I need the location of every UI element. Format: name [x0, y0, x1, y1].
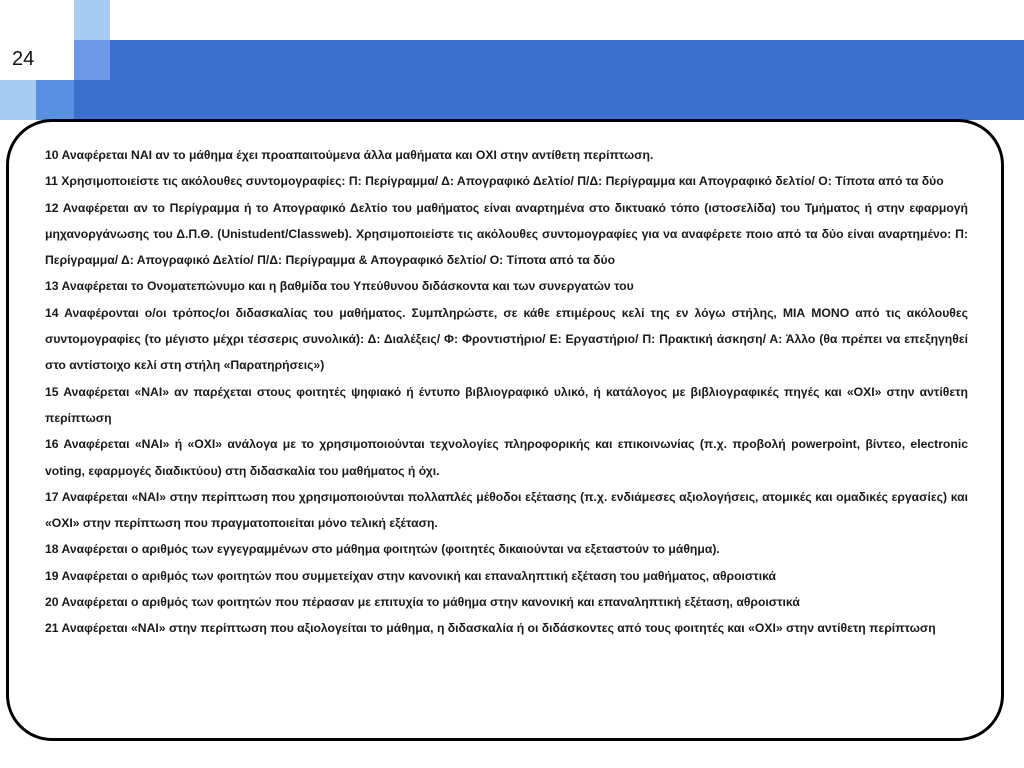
note-13: 13 Αναφέρεται το Ονοματεπώνυμο και η βαθμίδα του Υπεύθυνου διδάσκοντα και των συνεργατών του	[45, 279, 634, 294]
note-10: 10 Αναφέρεται ΝΑΙ αν το μάθημα έχει προαπαιτούμενα άλλα μαθήματα και ΟΧΙ στην αντίθετη περίπτωση.	[45, 148, 654, 162]
page-number: 24	[12, 48, 35, 70]
decor-square	[0, 80, 36, 120]
note-18: 18 Αναφέρεται ο αριθμός των εγγεγραμμένων στο μάθημα φοιτητών (φοιτητές δικαιούνται να εξεταστούν το μάθημα).	[45, 542, 720, 557]
note-14: 14 Αναφέρονται ο/οι τρόπος/οι διδασκαλίας του μαθήματος. Συμπληρώστε, σε κάθε επιμέρους κελί της εν λόγω στήλης, ΜΙΑ ΜΟΝΟ από τις ακόλουθες συντομογραφίες (το μέγιστο μέχρι τέσσερις συνολικά): Δ: Διαλέξεις/ Φ: Φροντιστήριο/ Ε: Εργαστήριο/ Π: Πρακτική άσκηση/ Α: Άλλο (θα πρέπει να επεξηγηθεί στο αντίστοιχο κελί στη στήλη «Παρατηρήσεις»)	[45, 305, 968, 373]
note-19: 19 Αναφέρεται ο αριθμός των φοιτητών που συμμετείχαν στην κανονική και επαναληπτική εξέταση του μαθήματος, αθροιστικά	[45, 568, 776, 583]
decor-square	[74, 0, 110, 40]
note-15: 15 Αναφέρεται «ΝΑΙ» αν παρέχεται στους φοιτητές ψηφιακό ή έντυπο βιβλιογραφικό υλικό, ή κατάλογος με βιβλιογραφικές πηγές και «ΟΧΙ» στην αντίθετη περίπτωση	[45, 384, 968, 425]
note-12: 12 Αναφέρεται αν το Περίγραμμα ή το Απογραφικό Δελτίο του μαθήματος είναι αναρτημένα στο δικτυακό τόπο (ιστοσελίδα) του Τμήματος ή στην εφαρμογή μηχανοργάνωσης του Δ.Π.Θ. (Unistudent/Classweb). Χρησιμοποιείστε τις ακόλουθες συντομογραφίες για να αναφέρετε ποιο από τα δύο είναι αναρτημένο: Π: Περίγραμμα/ Δ: Απογραφικό Δελτίο/ Π/Δ: Περίγραμμα & Απογραφικό δελτίο/ Ο: Τίποτα από τα δύο	[45, 200, 968, 268]
header-band	[0, 40, 1024, 120]
note-16: 16 Αναφέρεται «ΝΑΙ» ή «ΟΧΙ» ανάλογα με το χρησιμοποιούνται τεχνολογίες πληροφορικής και επικοινωνίας (π.χ. προβολή powerpoint, βίντεο, electronic voting, εφαρμογές διαδικτύου) στη διδασκαλία του μαθήματος ή όχι.	[45, 437, 968, 478]
note-11: 11 Χρησιμοποιείστε τις ακόλουθες συντομογραφίες: Π: Περίγραμμα/ Δ: Απογραφικό Δελτίο/ Π/Δ: Περίγραμμα και Απογραφικό δελτίο/ Ο: Τίποτα από τα δύο	[45, 174, 944, 189]
note-21: 21 Αναφέρεται «ΝΑΙ» στην περίπτωση που αξιολογείται το μάθημα, η διδασκαλία ή οι διδάσκοντες από τους φοιτητές και «ΟΧΙ» στην αντίθετη περίπτωση	[45, 621, 936, 636]
decor-square	[36, 80, 74, 120]
note-20: 20 Αναφέρεται ο αριθμός των φοιτητών που πέρασαν με επιτυχία το μάθημα στην κανονική και επαναληπτική εξέταση, αθροιστικά	[45, 595, 800, 610]
decor-square	[74, 40, 110, 80]
notes-box	[6, 119, 1004, 741]
note-17: 17 Αναφέρεται «ΝΑΙ» στην περίπτωση που χρησιμοποιούνται πολλαπλές μέθοδοι εξέτασης (π.χ. ενδιάμεσες αξιολογήσεις, ατομικές και ομαδικές εργασίες) και «ΟΧΙ» στην περίπτωση που πραγματοποιείται μόνο τελική εξέταση.	[45, 489, 968, 531]
